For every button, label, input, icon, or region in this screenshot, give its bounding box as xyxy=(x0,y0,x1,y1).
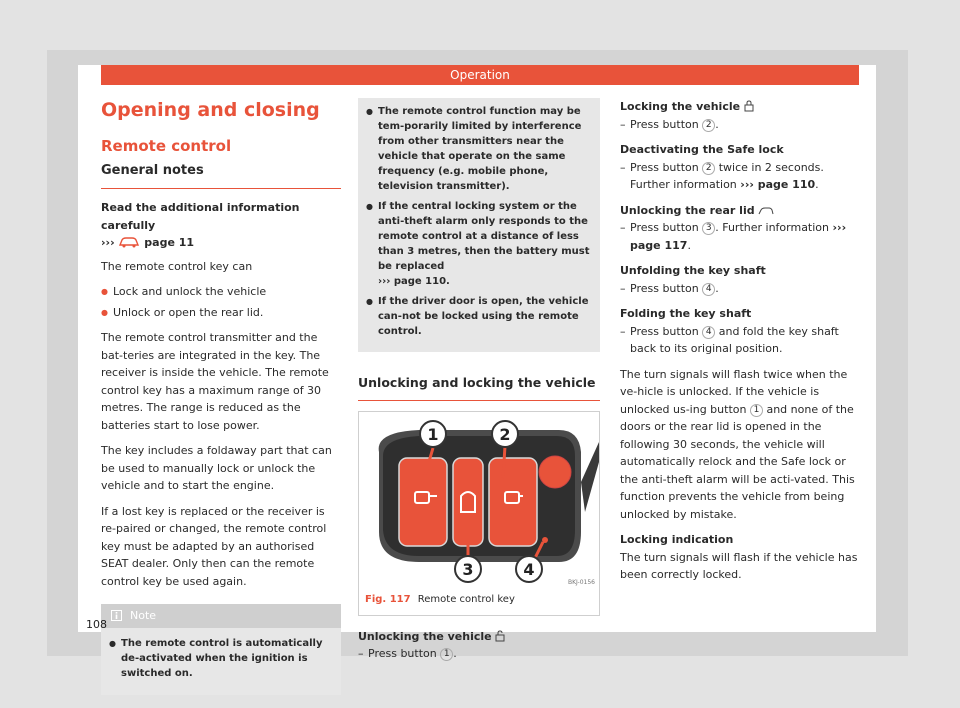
car-warning-icon xyxy=(118,235,140,248)
step-unlock: – Press button 1 . xyxy=(358,645,600,663)
remote-key-svg xyxy=(359,412,599,587)
callout-4 xyxy=(516,556,542,582)
list-item: ● Lock and unlock the vehicle xyxy=(101,283,341,301)
figure-number: Fig. 117 xyxy=(365,594,411,605)
page-number: 108 xyxy=(86,618,107,631)
info-icon xyxy=(111,610,122,621)
subchapter-title: Remote control xyxy=(101,137,232,155)
notice-item: ● The remote control function may be tem-porarily limited by interference from other transmitters near the vehicle that operate on the same frequency (e.g. mobile phone, television transmitter). xyxy=(366,104,592,194)
right-column xyxy=(620,98,860,592)
button-ref: 4 xyxy=(702,283,715,296)
figure-caption-text: Remote control key xyxy=(417,594,515,605)
subheading-locking: Locking the vehicle xyxy=(620,98,860,116)
note-label: Note xyxy=(130,609,157,622)
subheading-locking-indication: Locking indication xyxy=(620,533,734,546)
step-fold: – Press button 4 and fold the key shaft back to its original position. xyxy=(620,323,860,358)
section-title: Operation xyxy=(450,68,510,82)
step-lock: – Press button 2 . xyxy=(620,116,860,134)
paragraph: If a lost key is replaced or the receiver is re-paired or changed, the remote control key must be adapted by an authorised SEAT dealer. Only then can the remote control key be used again. xyxy=(101,504,327,588)
list-item: ● Unlock or open the rear lid. xyxy=(101,304,341,322)
callout-2 xyxy=(492,421,518,447)
step-safe-lock: – Press button 2 twice in 2 seconds. Further information ››› page 110. xyxy=(620,159,860,194)
page-link[interactable]: ››› page 117 xyxy=(630,221,847,252)
middle-column xyxy=(358,98,600,671)
chapter-title: Opening and closing xyxy=(101,99,320,121)
page-link[interactable]: ››› page 110 xyxy=(740,178,816,191)
section-heading-unlock-lock: Unlocking and locking the vehicle xyxy=(358,374,600,401)
step-rear-lid: – Press button 3 . Further information ››› page 117. xyxy=(620,219,860,254)
section-heading-general-notes: General notes xyxy=(101,162,341,189)
left-column xyxy=(101,98,341,695)
step-unfold: – Press button 4 . xyxy=(620,280,860,298)
notice-item: ● If the central locking system or the anti-theft alarm only responds to the remote control at a distance of less than 3 metres, then the battery must be replaced ››› page 110. xyxy=(366,199,592,289)
notice-item: ● If the driver door is open, the vehicle can-not be locked using the remote control. xyxy=(366,294,592,339)
subheading-fold: Folding the key shaft xyxy=(620,307,752,320)
callout-3 xyxy=(455,556,481,582)
intro-text: The remote control key can xyxy=(101,259,253,273)
note-body xyxy=(101,628,341,695)
subheading-unfold: Unfolding the key shaft xyxy=(620,264,766,277)
lead-page-link[interactable]: page 11 xyxy=(144,236,195,249)
paragraph: The key includes a foldaway part that can be used to manually lock or unlock the vehicle and to start the engine. xyxy=(101,444,332,492)
figure-caption xyxy=(359,587,599,615)
svg-text:1: 1 xyxy=(427,425,439,444)
figure-code: BKJ-0156 xyxy=(567,579,595,586)
note-box xyxy=(101,604,341,695)
subheading-unlocking: Unlocking the vehicle xyxy=(358,628,600,646)
button-ref: 4 xyxy=(702,326,715,339)
paragraph: The turn signals will flash if the vehicle has been correctly locked. xyxy=(620,550,858,581)
note-item: ● The remote control is automatically de-activated when the ignition is switched on. xyxy=(109,636,333,681)
subheading-rear-lid: Unlocking the rear lid xyxy=(620,202,860,220)
car-rear-icon xyxy=(758,206,774,216)
paragraph: The remote control transmitter and the bat-teries are integrated in the key. The receiver is inside the vehicle. The remote control key has a maximum range of 30 metres. The range is reduced as the batteries start to lose power. xyxy=(101,331,329,432)
paragraph: The turn signals will flash twice when the ve-hicle is unlocked. If the vehicle is unlocked us-ing button 1 and none of the doors or the rear lid is opened in the following 30 seconds, the vehicle will automatically relock and the Safe lock or the anti-theft alarm will be acti-vated. This function prevents the vehicle from being unlocked by mistake. xyxy=(620,367,855,521)
remote-key-illustration xyxy=(359,412,599,587)
button-ref: 1 xyxy=(750,404,763,417)
section-header-band xyxy=(101,65,859,85)
lead-text: Read the additional information carefully ››› page 11 xyxy=(101,201,300,249)
notice-box xyxy=(358,98,600,352)
subheading-safe-lock: Deactivating the Safe lock xyxy=(620,143,784,156)
lock-icon xyxy=(744,100,754,112)
svg-text:3: 3 xyxy=(462,560,474,579)
svg-text:4: 4 xyxy=(523,560,535,579)
button-ref: 2 xyxy=(702,119,715,132)
unlock-icon xyxy=(495,630,505,642)
figure xyxy=(358,411,600,616)
button-ref: 1 xyxy=(440,648,453,661)
svg-text:2: 2 xyxy=(499,425,511,444)
callout-1 xyxy=(420,421,446,447)
button-ref: 3 xyxy=(702,222,715,235)
ref-arrows: ››› xyxy=(101,236,115,249)
button-ref: 2 xyxy=(702,162,715,175)
page-link[interactable]: ››› page 110. xyxy=(378,276,450,287)
note-header xyxy=(101,604,341,628)
